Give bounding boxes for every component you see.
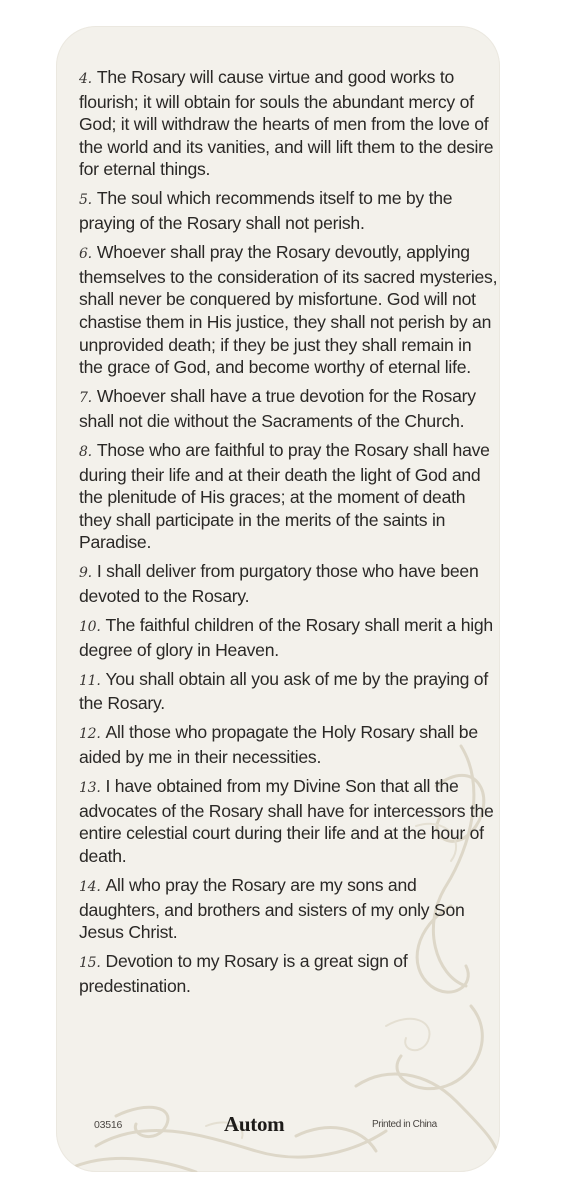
printed-in-label: Printed in China	[372, 1119, 437, 1130]
promise-text: Whoever shall pray the Rosary devoutly, applying themselves to the consideration of its sacred mysteries, shall never be conquered by misfortune. God will not chastise them in His justice, they shall not perish by an unprovided death; if they be just they shall remain in the grace of God, and become worthy of eternal life.	[79, 242, 498, 378]
promise-number: 14.	[79, 879, 101, 895]
promise-item	[79, 187, 499, 234]
promise-item	[79, 721, 499, 768]
prayer-card	[56, 26, 500, 1172]
promise-number: 4.	[79, 71, 92, 87]
promise-text: All those who propagate the Holy Rosary shall be aided by me in their necessities.	[79, 722, 478, 768]
promise-item	[79, 950, 499, 997]
promise-text: Devotion to my Rosary is a great sign of predestination.	[79, 951, 408, 996]
promise-number: 12.	[79, 726, 101, 743]
promise-number: 11.	[79, 672, 101, 689]
promise-number: 15.	[79, 955, 101, 972]
promise-number: 7.	[79, 390, 92, 407]
promise-text: The Rosary will cause virtue and good works to flourish; it will obtain for souls the abundant mercy of God; it will withdraw the hearts of men from the love of the world and its vanities, and will lift them to the desire for eternal things.	[79, 67, 494, 180]
promise-text: The soul which recommends itself to me by the praying of the Rosary shall not perish.	[79, 188, 453, 234]
promise-item	[79, 66, 499, 181]
promise-item	[79, 874, 499, 944]
promise-text: The faithful children of the Rosary shall merit a high degree of glory in Heaven.	[79, 615, 493, 660]
promise-item	[79, 614, 499, 661]
promise-item	[79, 668, 499, 715]
promise-item	[79, 385, 499, 432]
promise-text: I have obtained from my Divine Son that all the advocates of the Rosary shall have for intercessors the entire celestial court during their life and at the hour of death.	[79, 776, 494, 866]
promise-number: 9.	[79, 565, 92, 582]
promise-number: 10.	[79, 619, 101, 636]
promise-text: You shall obtain all you ask of me by the praying of the Rosary.	[79, 668, 488, 714]
promise-number: 5.	[79, 192, 92, 209]
promise-text: Those who are faithful to pray the Rosary shall have during their life and at their death the light of God and the plenitude of His graces; at the moment of death they shall participate in the merits of the saints in Paradise.	[79, 439, 490, 553]
promise-text: I shall deliver from purgatory those who have been devoted to the Rosary.	[79, 561, 479, 606]
promise-number: 13.	[79, 780, 101, 797]
promises-list	[79, 66, 499, 1004]
product-code: 03516	[94, 1119, 123, 1131]
promise-item	[79, 560, 499, 607]
promise-text: All who pray the Rosary are my sons and daughters, and brothers and sisters of my only Son Jesus Christ.	[79, 875, 465, 943]
promise-number: 6.	[79, 246, 92, 263]
promise-text: Whoever shall have a true devotion for the Rosary shall not die without the Sacraments of the Church.	[79, 386, 476, 431]
promise-item	[79, 775, 499, 867]
autom-logo: Autom	[224, 1112, 285, 1136]
promise-item	[79, 241, 499, 379]
promise-number: 8.	[79, 443, 92, 460]
promise-item	[79, 439, 499, 554]
